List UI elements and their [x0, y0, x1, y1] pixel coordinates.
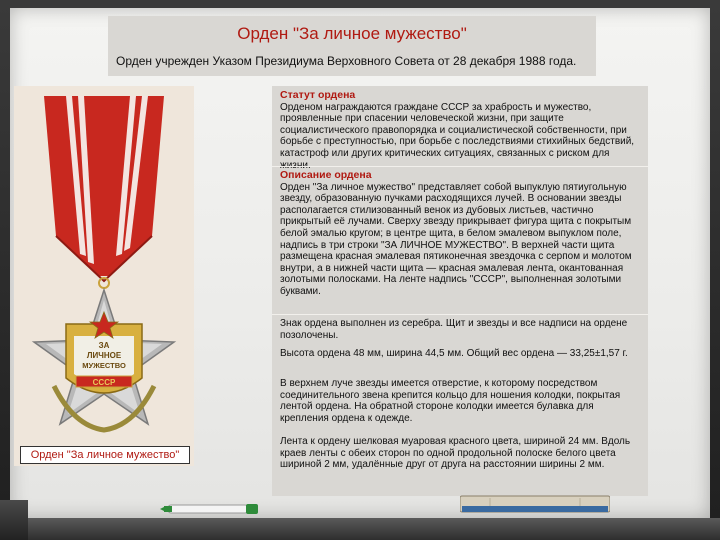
description-heading: Описание ордена [280, 169, 372, 181]
badge-line-2: ЛИЧНОЕ [86, 351, 122, 360]
material-text: Знак ордена выполнен из серебра. Щит и звезды и все надписи на ордене позолочены. [280, 318, 628, 341]
divider [272, 166, 648, 167]
board-tray [0, 518, 720, 540]
badge-line-3: МУЖЕСТВО [82, 361, 126, 370]
badge-line-4: СССР [92, 378, 116, 387]
photo-caption: Орден "За личное мужество" [20, 446, 190, 464]
statute-text: Орденом награждаются граждане СССР за храбрость и мужество, проявленные при спасении человеческой жизни, при защите социалистического правопорядка и социалистической собственности, при борьбе с преступностью, при борьбе с последствиями стихийных бедствий, катастроф или других критических ситуациях, связанных с риском для [280, 101, 635, 159]
description-text: Орден "За личное мужество" представляет собой выпуклую пятиугольную звезду, образованную пучками расходящихся лучей. В основании звезды располагается стилизованный венок из дубовых листьев, частично прикрытый её лучами. Сверху звезду прикрывает фигура щита с покрытым белой эмалью кругом; в центре щита, в белом эмалевом выпуклом поле, надпись в три строки "ЗА ЛИЧНОЕ МУЖЕСТВО". В верхней части щита размещена красная эмалевая пятиконечная звездочка с серпом и молотом внутри, а в нижней части щита — красная эмалевая лента, окантованная золотыми полосками. На ленте надпись "СССР", выполненная золотыми буквами. [280, 181, 632, 297]
badge-line-1: ЗА [98, 341, 110, 350]
ribbon-text: Лента к ордену шелковая муаровая красного цвета, шириной 24 мм. Вдоль краев ленты с обеих сторон по одной продольной полоске белого цвета шириной 2 мм, удалённые друг от друга на расстоянии ширины 2 мм. [280, 436, 631, 471]
ribbon-icon [44, 96, 164, 281]
size-text: Высота ордена 48 мм, ширина 44,5 мм. Общий вес ордена — 33,25±1,57 г. [280, 348, 628, 359]
board-corner [0, 500, 28, 540]
description-section [280, 170, 642, 298]
shield-icon [66, 312, 142, 393]
order-illustration [14, 86, 194, 466]
slide-title: Орден "За личное мужество" [237, 24, 467, 43]
statute-heading: Статут ордена [280, 89, 356, 101]
title-box [108, 16, 596, 76]
ring-icon [99, 278, 109, 288]
marker-icon [160, 502, 260, 516]
statute-section [280, 90, 640, 171]
mount-text: В верхнем луче звезды имеется отверстие, к которому посредством соединительного звена крепится кольцо для ношения колодки, покрытая лентой ордена. На обратной стороне колодки имеется булавка для крепления ордена к одежде. [280, 378, 621, 424]
divider [272, 314, 648, 315]
eraser-icon [460, 494, 610, 514]
order-photo [14, 86, 194, 466]
slide-subtitle: Орден учрежден Указом Президиума Верховного Совета от 28 декабря 1988 года. [116, 54, 577, 68]
text-panel [272, 86, 648, 496]
